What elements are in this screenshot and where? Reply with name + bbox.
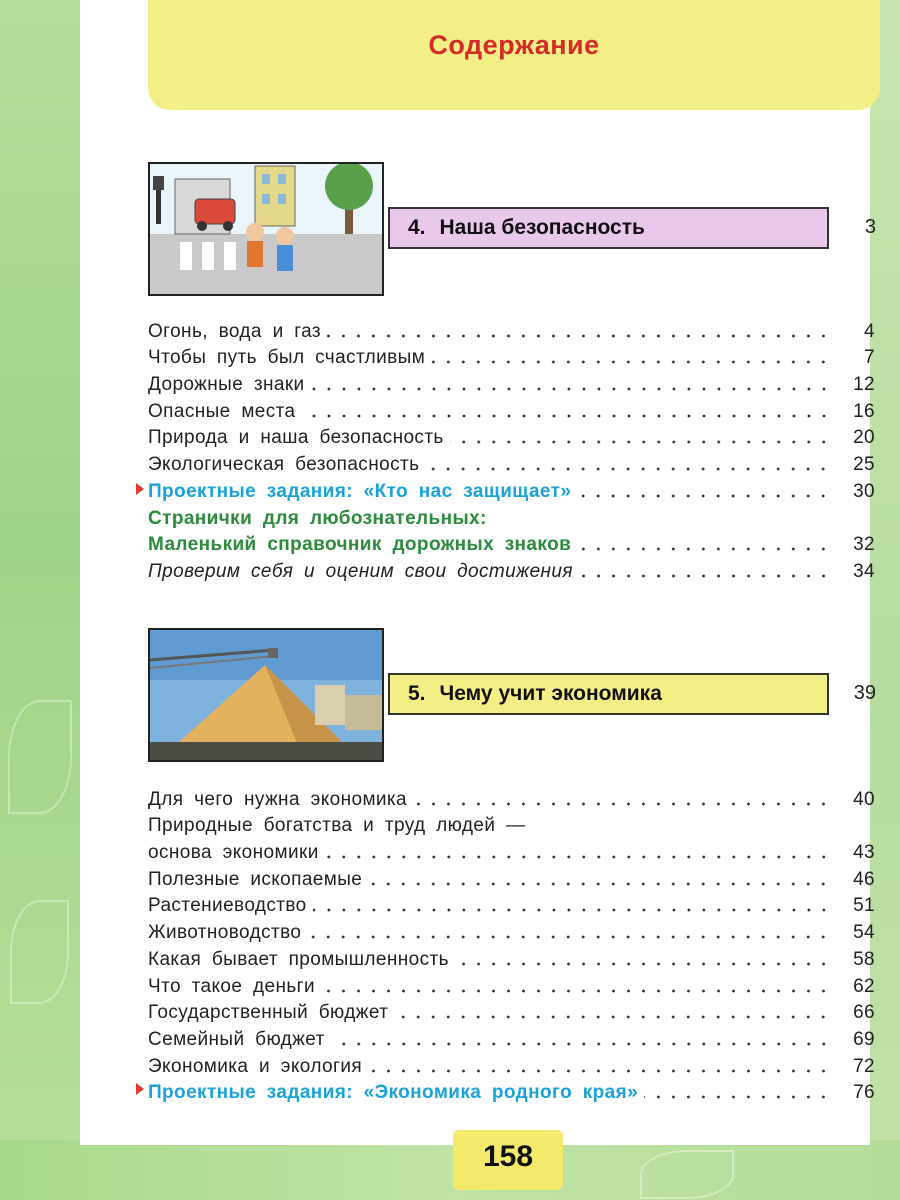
dot-leader (577, 494, 831, 498)
toc-item-title: Дорожные знаки (148, 374, 305, 396)
leaf-decoration (640, 1150, 734, 1199)
toc-item-title: Природа и наша безопасность (148, 427, 444, 449)
toc-item-page: 4 (864, 320, 875, 342)
toc-item-title: Природные богатства и труд людей — (148, 815, 526, 837)
toc-item-page: 32 (853, 534, 875, 556)
leaf-decoration (10, 900, 69, 1004)
toc-row-project[interactable] (148, 476, 875, 503)
toc-row[interactable] (148, 316, 875, 343)
toc-row[interactable] (148, 917, 875, 944)
toc-item-title: Огонь, вода и газ (148, 320, 322, 342)
dot-leader (311, 387, 831, 391)
toc-row[interactable] (148, 944, 875, 971)
toc-item-page: 25 (853, 454, 875, 476)
toc-item-page: 54 (853, 922, 875, 944)
dot-leader (431, 360, 831, 364)
toc-item-title: Какая бывает промышленность (148, 948, 449, 970)
toc-item-title: Проектные задания: «Экономика родного края» (148, 1082, 639, 1104)
toc-item-page: 46 (853, 868, 875, 890)
dot-leader (425, 467, 831, 471)
toc-item-title: Проектные задания: «Кто нас защищает» (148, 480, 572, 502)
toc-row[interactable] (148, 864, 875, 891)
toc-item-title: Опасные места (148, 400, 296, 422)
page-title: Содержание (428, 30, 600, 60)
toc-item-page: 62 (853, 975, 875, 997)
toc-item-title: Для чего нужна экономика (148, 788, 408, 810)
toc-item-page: 69 (853, 1028, 875, 1050)
section-4-number: 4. (408, 216, 426, 239)
dot-leader (321, 989, 831, 993)
toc-item-title: Чтобы путь был счастливым (148, 347, 426, 369)
toc-item-page: 58 (853, 948, 875, 970)
toc-row[interactable] (148, 396, 875, 423)
dot-leader (579, 574, 831, 578)
toc-item-title: Странички для любознательных: (148, 507, 487, 529)
toc-item-title: Семейный бюджет (148, 1028, 325, 1050)
toc-row-project[interactable] (148, 1078, 875, 1105)
dot-leader (327, 334, 831, 338)
dot-leader (313, 908, 831, 912)
page-number: 158 (482, 1140, 534, 1173)
section-4-illustration (148, 162, 384, 296)
section-5-bar[interactable] (388, 673, 829, 715)
section-5-number: 5. (408, 682, 426, 705)
toc-row[interactable] (148, 1024, 875, 1051)
toc-item-page: 30 (853, 480, 875, 502)
project-marker-icon (136, 483, 144, 495)
dot-leader (577, 547, 831, 551)
toc-item-page: 40 (853, 788, 875, 810)
toc-row[interactable] (148, 811, 875, 838)
toc-row[interactable] (148, 998, 875, 1025)
toc-item-title: Животноводство (148, 922, 302, 944)
dot-leader (644, 1095, 831, 1099)
toc-item-page: 20 (853, 427, 875, 449)
dot-leader (307, 935, 831, 939)
background-bottom (0, 1140, 900, 1200)
dot-leader (325, 855, 831, 859)
toc-item-title: Маленький справочник дорожных знаков (148, 534, 572, 556)
toc-item-page: 76 (853, 1082, 875, 1104)
toc-item-title: Полезные ископаемые (148, 868, 363, 890)
toc-row[interactable] (148, 1051, 875, 1078)
toc-row[interactable] (148, 369, 875, 396)
toc-row[interactable] (148, 343, 875, 370)
toc-row[interactable] (148, 891, 875, 918)
toc-item-title: Проверим себя и оценим свои достижения (148, 560, 573, 582)
dot-leader (413, 802, 831, 806)
toc-row-curious[interactable] (148, 530, 875, 557)
section-5-illustration (148, 628, 384, 762)
dot-leader (455, 962, 831, 966)
dot-leader (331, 1042, 831, 1046)
toc-item-page: 66 (853, 1002, 875, 1024)
dot-leader (450, 440, 831, 444)
toc-item-title: Что такое деньги (148, 975, 315, 997)
toc-item-page: 72 (853, 1055, 875, 1077)
background-left (0, 0, 80, 1200)
toc-row[interactable] (148, 971, 875, 998)
section-4-bar[interactable] (388, 207, 829, 249)
project-marker-icon (136, 1083, 144, 1095)
dot-leader (302, 414, 831, 418)
toc-item-page: 16 (853, 400, 875, 422)
toc-item-page: 51 (853, 895, 875, 917)
toc-row-self-check[interactable] (148, 556, 875, 583)
toc-row[interactable] (148, 449, 875, 476)
dot-leader (394, 1015, 831, 1019)
toc-item-title: Растениеводство (148, 895, 307, 917)
toc-row[interactable] (148, 423, 875, 450)
toc-item-page: 7 (864, 347, 875, 369)
toc-row[interactable] (148, 837, 875, 864)
toc-item-page: 43 (853, 842, 875, 864)
toc-row[interactable] (148, 784, 875, 811)
section-4-title: Наша безопасность (439, 216, 645, 239)
toc-item-page: 34 (853, 560, 875, 582)
section-5-page: 39 (853, 682, 876, 704)
toc-item-title: Государственный бюджет (148, 1002, 389, 1024)
toc-item-title: Экономика и экология (148, 1055, 363, 1077)
leaf-decoration (8, 700, 72, 814)
section-5-title: Чему учит экономика (439, 682, 662, 705)
section-4-page: 3 (864, 216, 876, 238)
dot-leader (368, 1069, 831, 1073)
toc-item-page: 12 (853, 374, 875, 396)
section-5-toc (148, 784, 875, 1104)
dot-leader (368, 882, 831, 886)
toc-item-title: основа экономики (148, 842, 319, 864)
toc-row-curious[interactable] (148, 503, 875, 530)
section-4-toc (148, 316, 875, 583)
toc-item-title: Экологическая безопасность (148, 454, 420, 476)
